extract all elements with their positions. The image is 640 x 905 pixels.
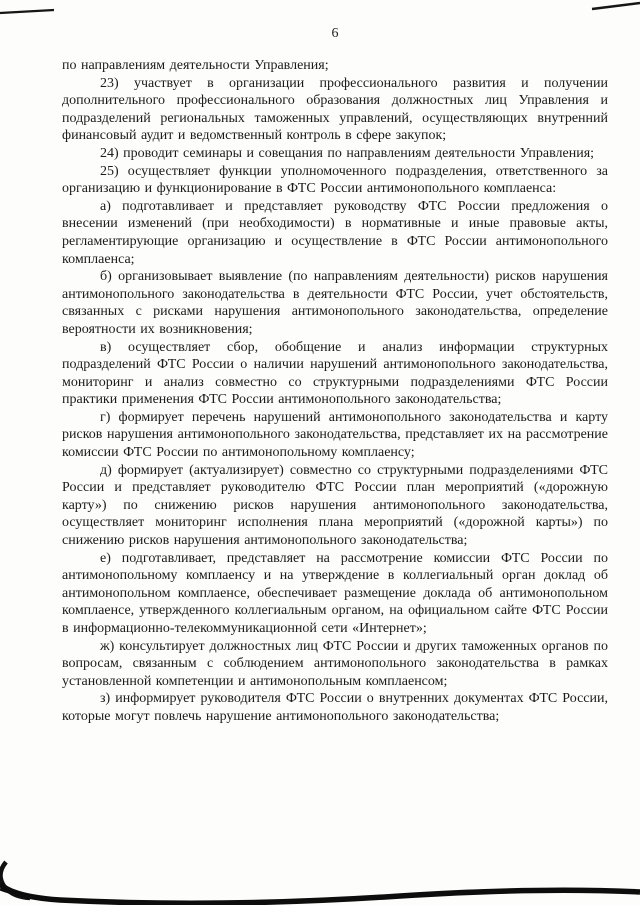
scan-mark-bottom-edge (0, 884, 640, 903)
paragraph-subitem-e: е) подготавливает, представляет на рассмотрение комиссии ФТС России по антимонопольному комплаенсу и на утверждение в коллегиальный орган доклад об антимонопольном комплаенсе, обеспечивает размещение доклада об антимонопольном комплаенсе, утвержденного коллегиальным органом, на официальном сайте ФТС России в информационно-телекоммуникационной сети «Интернет»; (62, 550, 608, 636)
paragraph-continuation: по направлениям деятельности Управления; (62, 58, 329, 73)
paragraph-item-23: 23) участвует в организации профессионального развития и получении дополнительного профессионального образования должностных лиц Управления и подразделений региональных таможенных управлений, осуществляющих внутренний финансовый аудит и ведомственный контроль в сфере закупок; (62, 75, 608, 144)
paragraph-subitem-a: а) подготавливает и представляет руководству ФТС России предложения о внесении изменений (при необходимости) в нормативные и иные правовые акты, регламентирующие организацию и осуществление в ФТС России антимонопольного комплаенса; (62, 198, 608, 267)
paragraph-subitem-b: б) организовывает выявление (по направлениям деятельности) рисков нарушения антимонопольного законодательства в деятельности ФТС России, учет обстоятельств, связанных с рисками нарушения антимонопольного законодательства, определение вероятности их возникновения; (62, 269, 608, 337)
paragraph-subitem-d: д) формирует (актуализирует) совместно со структурными подразделениями ФТС России и представляет руководителю ФТС России план мероприятий («дорожную карту») по снижению рисков нарушения антимонопольного законодательства, осуществляет мониторинг исполнения плана мероприятий («дорожной карты») по снижению рисков нарушения антимонопольного законодательства; (62, 462, 608, 549)
scan-mark-top-right (592, 3, 640, 9)
document-body (62, 57, 608, 726)
paragraph-subitem-g: г) формирует перечень нарушений антимонопольного законодательства и карту рисков нарушения антимонопольного законодательства, представляет их на рассмотрение комиссии ФТС России по антимонопольному комплаенсу; (62, 409, 608, 461)
scan-mark-bottom-left (0, 862, 30, 898)
paragraph-subitem-z: з) информирует руководителя ФТС России о внутренних документах ФТС России, которые могут повлечь нарушение антимонопольного законодательства; (62, 691, 608, 724)
paragraph-subitem-v: в) осуществляет сбор, обобщение и анализ информации структурных подразделений ФТС России о наличии нарушений антимонопольного законодательства, мониторинг и анализ совместно со структурными подразделениями ФТС России практики применения ФТС России антимонопольного законодательства; (62, 339, 608, 408)
page-number: 6 (331, 26, 339, 41)
paragraph-item-25: 25) осуществляет функции уполномоченного подразделения, ответственного за организацию и функционирование в ФТС России антимонопольного комплаенса: (62, 163, 608, 197)
scan-mark-bottom-edge-thick (0, 889, 110, 902)
paragraph-item-24: 24) проводит семинары и совещания по направлениям деятельности Управления; (100, 145, 595, 161)
paragraph-subitem-zh: ж) консультирует должностных лиц ФТС России и других таможенных органов по вопросам, связанным с соблюдением антимонопольного законодательства в рамках установленной компетенции и антимонопольным комплаенсом; (62, 638, 608, 689)
scan-mark-top-left (0, 10, 54, 13)
